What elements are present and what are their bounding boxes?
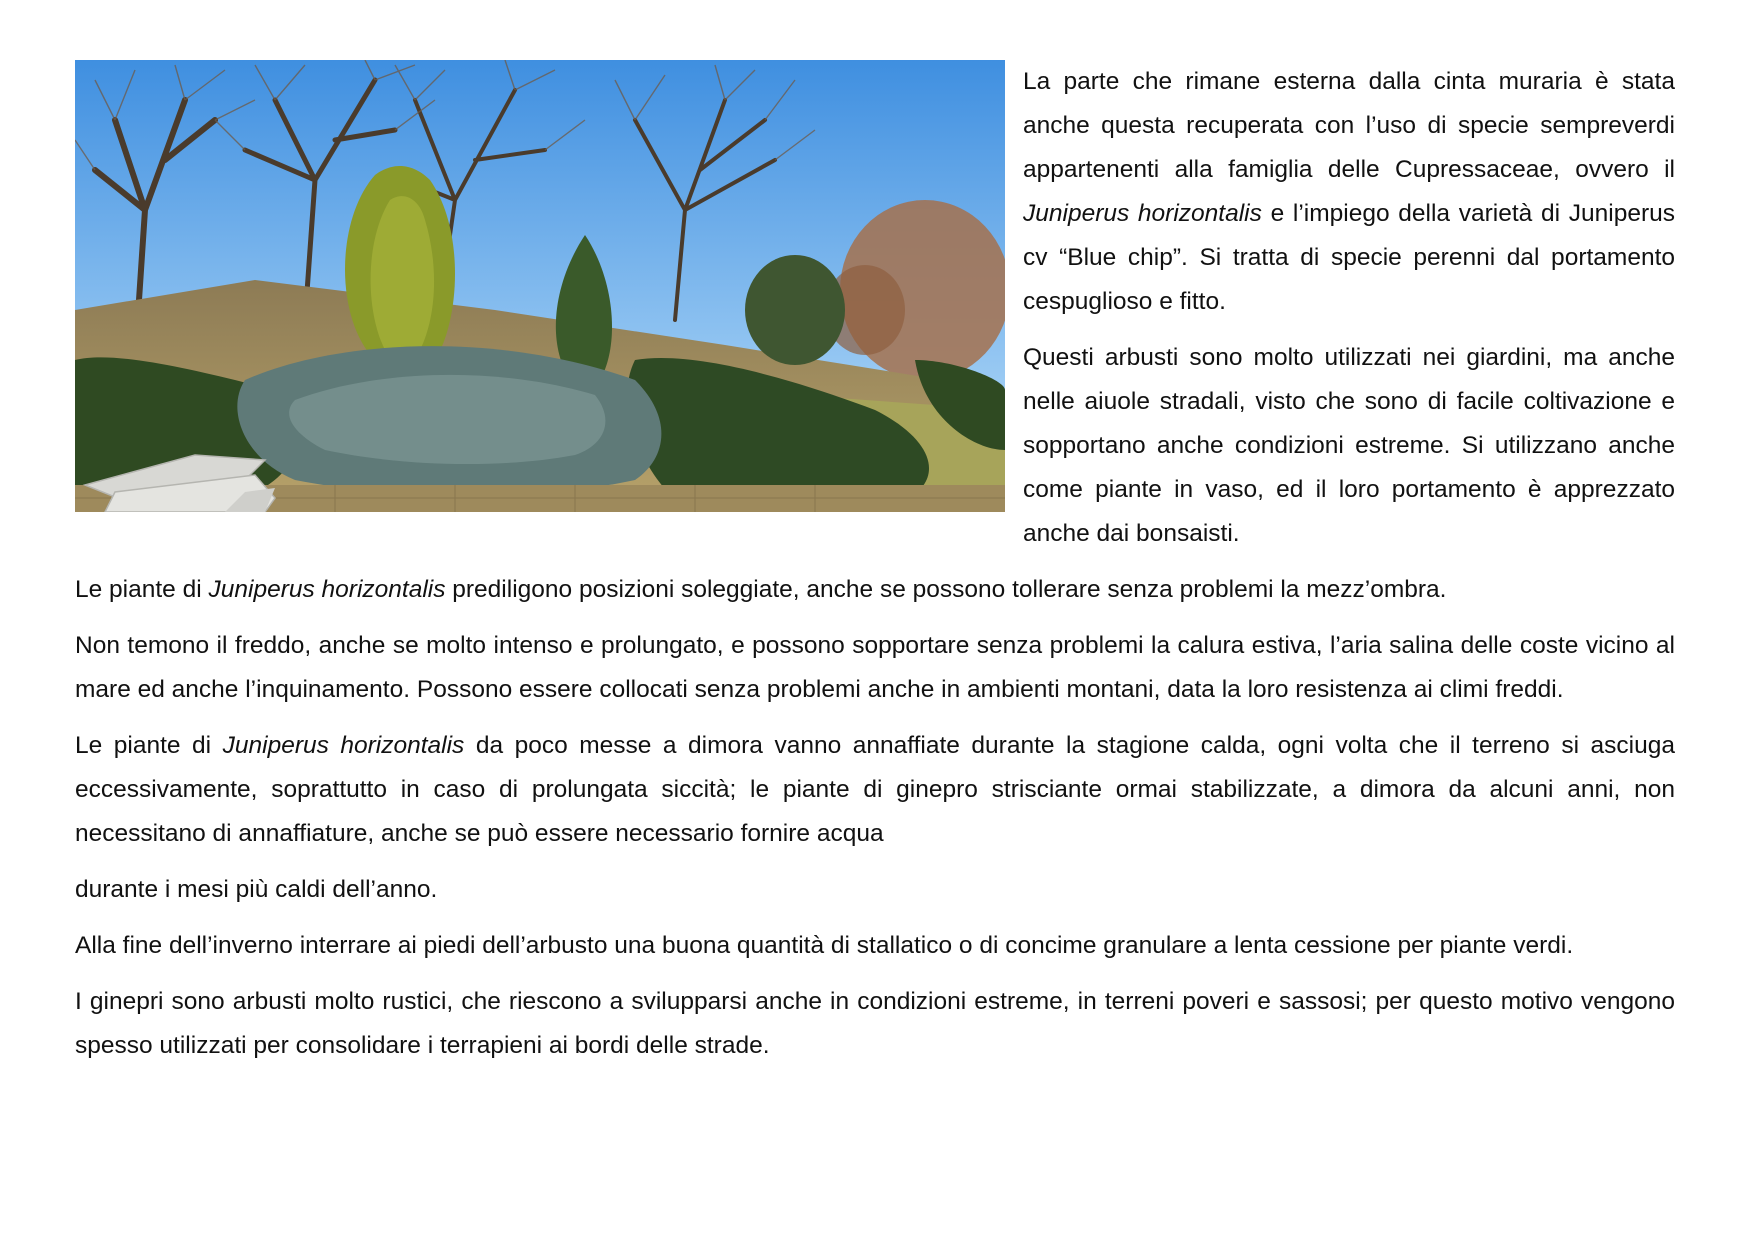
paragraph-3-text-end: prediligono posizioni soleggiate, anche se possono tollerare senza problemi la mezz’ombra. <box>445 576 1447 603</box>
paragraph-5-text: Le piante di <box>75 732 223 759</box>
garden-photo <box>75 60 1005 512</box>
paragraph-3 <box>75 568 1675 612</box>
paragraph-3-text: Le piante di <box>75 576 209 603</box>
species-name: Juniperus horizontalis <box>1023 200 1262 227</box>
species-name: Juniperus horizontalis <box>222 732 465 759</box>
paragraph-1-text: La parte che rimane esterna dalla cinta muraria è stata anche questa recuperata con l’uso di specie sempreverdi appartenenti alla famiglia delle Cupressaceae, ovvero il <box>1023 68 1675 183</box>
paragraph-2: Questi arbusti sono molto utilizzati nei giardini, ma anche nelle aiuole stradali, visto che sono di facile coltivazione e sopportano anche condizioni estreme. Si utilizzano anche come piante in vaso, ed il loro portamento è apprezzato anche dai bonsaisti. <box>1023 344 1675 547</box>
paragraph-5-text-end: da poco messe a dimora vanno annaffiate durante la stagione calda, ogni volta che il terreno si asciuga eccessivamente, soprattutto in caso di prolungata siccità; le piante di ginepro strisciante ormai stabilizzate, a dimora da alcuni anni, non necessitano di annaffiature, anche se può essere necessario fornire acqua <box>75 732 1675 847</box>
paragraph-7: Alla fine dell’inverno interrare ai piedi dell’arbusto una buona quantità di stallatico o di concime granulare a lenta cessione per piante verdi. <box>75 932 1574 959</box>
paragraph-8: I ginepri sono arbusti molto rustici, che riescono a svilupparsi anche in condizioni estreme, in terreni poveri e sassosi; per questo motivo vengono spesso utilizzati per consolidare i terrapieni ai bordi delle strade. <box>75 988 1675 1059</box>
paragraph-1-text-end: e l’impiego della varietà di Juniperus cv “Blue chip”. Si tratta di specie perenni dal portamento cespuglioso e fitto. <box>1023 200 1675 315</box>
paragraph-6: durante i mesi più caldi dell’anno. <box>75 876 438 903</box>
paragraph-4: Non temono il freddo, anche se molto intenso e prolungato, e possono sopportare senza problemi la calura estiva, l’aria salina delle coste vicino al mare ed anche l’inquinamento. Possono essere collocati senza problemi anche in ambienti montani, data la loro resistenza ai climi freddi. <box>75 632 1675 703</box>
species-name: Juniperus horizontalis <box>208 576 446 603</box>
paragraph-5 <box>75 724 1675 856</box>
